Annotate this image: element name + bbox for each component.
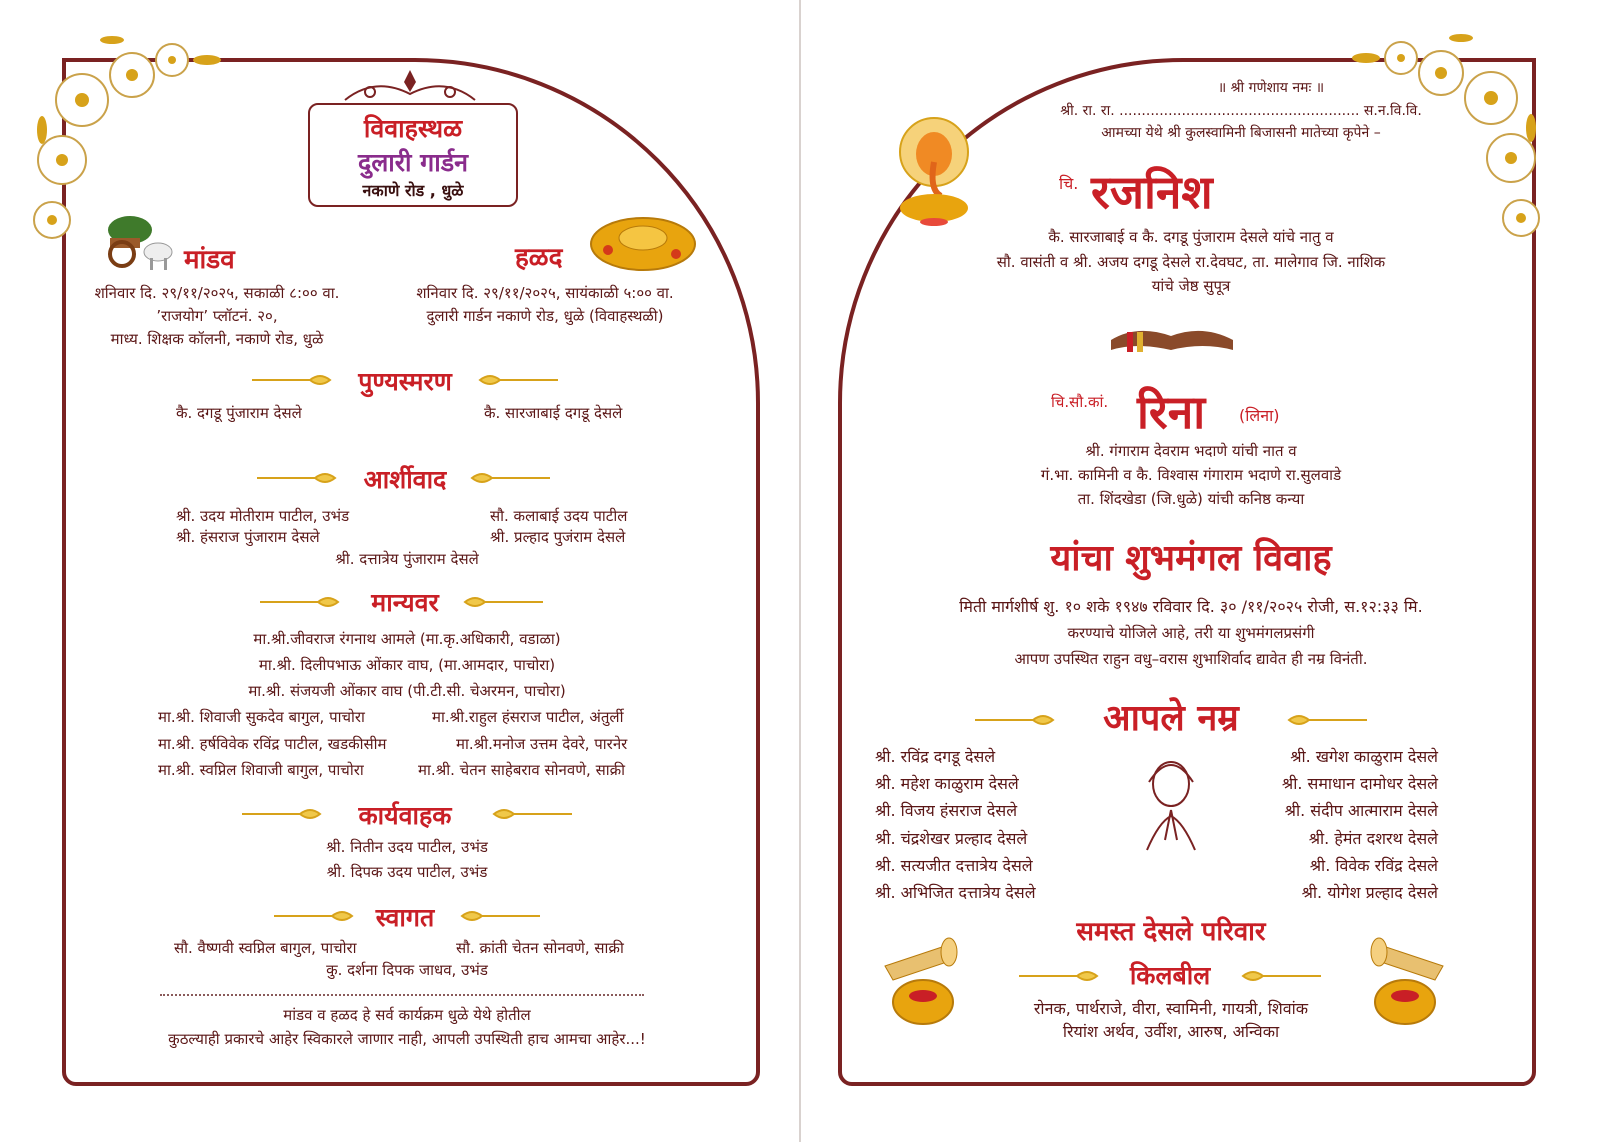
manyavar-name-4: मा.श्री. शिवाजी सुकदेव बागुल, पाचोरा	[158, 708, 365, 726]
venue-scroll-ornament-icon	[340, 66, 480, 106]
manyavar-title: मान्यवर	[371, 588, 439, 617]
bride-line2: गं.भा. कामिनी व कै. विश्वास गंगाराम भदाणे रा.सुलवाडे	[1040, 466, 1342, 484]
namra-left-2: श्री. महेश काळुराम देसले	[875, 774, 1019, 793]
manyavar-name-2: मा.श्री. दिलीपभाऊ ओंकार वाघ, (मा.आमदार, पाचोरा)	[258, 656, 556, 674]
note-line1: मांडव व हळद हे सर्व कार्यक्रम धुळे येथे होतील	[283, 1006, 531, 1024]
swagat-name-3: कु. दर्शना दिपक जाधव, उभंड	[326, 961, 488, 979]
karyavahak-name-2: श्री. दिपक उदय पाटील, उभंड	[326, 863, 488, 881]
namra-right-2: श्री. समाधान दामोधर देसले	[1281, 774, 1438, 793]
ashirvad-name-3: श्री. हंसराज पुंजाराम देसले	[176, 528, 320, 546]
haldi-plate-icon	[588, 210, 698, 272]
gold-ornament-right-icon	[1233, 968, 1323, 984]
groom-line1: कै. सारजाबाई व कै. दगडू पुंजाराम देसले यांचे नातु व	[1048, 228, 1334, 246]
swagat-name-2: सौ. क्रांती चेतन सोनवणे, साक्री	[456, 939, 624, 957]
ashirvad-name-2: सौ. कलाबाई उदय पाटील	[490, 507, 628, 525]
manyavar-name-3: मा.श्री. संजयजी ओंकार वाघ (पी.टी.सी. चेअरमन, पाचोरा)	[248, 682, 566, 700]
manyavar-name-7: मा.श्री.मनोज उत्तम देवरे, पारनेर	[456, 735, 628, 753]
ashirvad-title: आर्शीवाद	[363, 465, 447, 494]
kilbil-line1: रोनक, पार्थराजे, वीरा, स्वामिनी, गायत्री, शिवांक	[1033, 999, 1309, 1018]
ceremony-line3: आपण उपस्थित राहुन वधु–वरास शुभाशिर्वाद द्यावेत ही नम्र विनंती.	[1014, 650, 1368, 668]
ashirvad-name-5: श्री. दत्तात्रेय पुंजाराम देसले	[335, 550, 479, 568]
bride-name: रिना	[1137, 385, 1206, 439]
mandav-line2: ’राजयोग’ प्लॉटनं. २०,	[156, 307, 278, 325]
manyavar-name-1: मा.श्री.जीवराज रंगनाथ आमले (मा.कृ.अधिकारी, वडाळा)	[253, 630, 561, 648]
right-page	[801, 0, 1600, 1142]
venue-name: दुलारी गार्डन	[358, 148, 468, 177]
manyavar-name-6: मा.श्री. हर्षविवेक रविंद्र पाटील, खडकीसीम	[158, 735, 387, 753]
note-line2: कुठल्याही प्रकारचे आहेर स्विकारले जाणार नाही, आपली उपस्थिती हाच आमचा आहेर...!	[168, 1030, 646, 1048]
namra-left-1: श्री. रविंद्र दगडू देसले	[875, 747, 996, 766]
punyasmaran-name-1: कै. दगडू पुंजाराम देसले	[176, 404, 302, 422]
punyasmaran-name-2: कै. सारजाबाई दगडू देसले	[484, 404, 623, 422]
gold-ornament-right-icon	[452, 908, 542, 924]
manyavar-name-9: मा.श्री. चेतन साहेबराव सोनवणे, साक्री	[418, 761, 626, 779]
namra-left-4: श्री. चंद्रशेखर प्रल्हाद देसले	[875, 829, 1028, 848]
venue-heading: विवाहस्थळ	[363, 114, 463, 143]
gold-ornament-left-icon	[973, 712, 1063, 728]
namra-right-5: श्री. विवेक रविंद्र देसले	[1309, 856, 1438, 875]
groom-name: रजनिश	[1091, 165, 1213, 219]
left-page	[0, 0, 799, 1142]
halad-line1: शनिवार दि. २९/११/२०२५, सायंकाळी ५:०० वा.	[416, 284, 674, 302]
groom-prefix: चि.	[1059, 174, 1079, 193]
venue-box	[308, 103, 518, 207]
gold-ornament-left-icon	[1017, 968, 1107, 984]
halad-title: हळद	[515, 243, 563, 273]
invocation: ॥ श्री गणेशाय नमः ॥	[1217, 80, 1325, 96]
mandav-title: मांडव	[184, 245, 235, 275]
gold-ornament-right-icon	[455, 594, 545, 610]
namra-left-6: श्री. अभिजित दत्तात्रेय देसले	[875, 883, 1036, 902]
mandav-line1: शनिवार दि. २९/११/२०२५, सकाळी ८:०० वा.	[94, 284, 340, 302]
namra-right-1: श्री. खगेश काळुराम देसले	[1290, 747, 1438, 766]
namra-left-3: श्री. विजय हंसराज देसले	[875, 801, 1018, 820]
gold-ornament-right-icon	[484, 806, 574, 822]
manyavar-name-8: मा.श्री. स्वप्निल शिवाजी बागुल, पाचोरा	[158, 761, 364, 779]
swagat-name-1: सौ. वैष्णवी स्वप्निल बागुल, पाचोरा	[174, 939, 357, 957]
karyavahak-name-1: श्री. नितीन उदय पाटील, उभंड	[326, 838, 488, 856]
dotted-divider	[160, 994, 644, 996]
namra-right-4: श्री. हेमंत दशरथ देसले	[1308, 829, 1438, 848]
namra-left-5: श्री. सत्यजीत दत्तात्रेय देसले	[875, 856, 1033, 875]
bride-line3: ता. शिंदखेडा (जि.धुळे) यांची कनिष्ठ कन्या	[1077, 490, 1305, 508]
halad-line2: दुलारी गार्डन नकाणे रोड, धुळे (विवाहस्थळी)	[426, 307, 664, 325]
punyasmaran-title: पुण्यस्मरण	[358, 367, 452, 396]
gold-ornament-left-icon	[250, 372, 340, 388]
venue-address: नकाणे रोड , धुळे	[362, 181, 464, 200]
bride-prefix: चि.सौ.कां.	[1051, 393, 1109, 411]
mandav-line3: माध्य. शिक्षक कॉलनी, नकाणे रोड, धुळे	[110, 330, 324, 348]
gold-ornament-right-icon	[462, 470, 552, 486]
groom-line3: यांचे जेष्ठ सुपूत्र	[1151, 277, 1231, 295]
ceremony-line2: करण्याचे योजिले आहे, तरी या शुभमंगलप्रसंगी	[1067, 624, 1315, 642]
blessing-line: आमच्या येथे श्री कुलस्वामिनी बिजासनी मातेच्या कृपेने –	[1101, 125, 1381, 141]
namra-right-3: श्री. संदीप आत्माराम देसले	[1284, 801, 1438, 820]
bride-alt-name: (लिना)	[1239, 406, 1280, 425]
gold-ornament-right-icon	[1279, 712, 1369, 728]
manyavar-name-5: मा.श्री.राहुल हंसराज पाटील, अंतुर्ली	[432, 708, 624, 726]
kilbil-title: किलबील	[1129, 961, 1211, 990]
karyavahak-title: कार्यवाहक	[358, 801, 452, 830]
namaste-woman-icon	[1139, 752, 1203, 852]
family-name: समस्त देसले परिवार	[1076, 917, 1266, 947]
ceremony-title: यांचा शुभमंगल विवाह	[1050, 537, 1332, 579]
groom-line2: सौ. वासंती व श्री. अजय दगडू देसले रा.देवघट, ता. मालेगाव जि. नाशिक	[996, 253, 1386, 271]
aaple-namra-title: आपले नम्र	[1103, 697, 1239, 739]
kilbil-line2: रियांश अर्थव, उर्वीश, आरुष, अन्विका	[1062, 1022, 1280, 1041]
namra-right-6: श्री. योगेश प्रल्हाद देसले	[1301, 883, 1438, 902]
address-line: श्री. रा. रा. ...................................................... स.न.वि.वि.	[1060, 103, 1422, 119]
gold-ornament-left-icon	[240, 806, 330, 822]
gold-ornament-right-icon	[470, 372, 560, 388]
ashirvad-name-1: श्री. उदय मोतीराम पाटील, उभंड	[176, 507, 350, 525]
hands-joined-icon	[1107, 318, 1237, 358]
swagat-title: स्वागत	[375, 903, 435, 932]
ashirvad-name-4: श्री. प्रल्हाद पुजंराम देसले	[490, 528, 626, 546]
bride-line1: श्री. गंगाराम देवराम भदाणे यांची नात व	[1085, 442, 1297, 460]
bullock-cart-icon	[100, 208, 180, 272]
ceremony-line1: मिती मार्गशीर्ष शु. १० शके १९४७ रविवार दि. ३० /११/२०२५ रोजी, स.१२:३३ मि.	[959, 597, 1423, 616]
